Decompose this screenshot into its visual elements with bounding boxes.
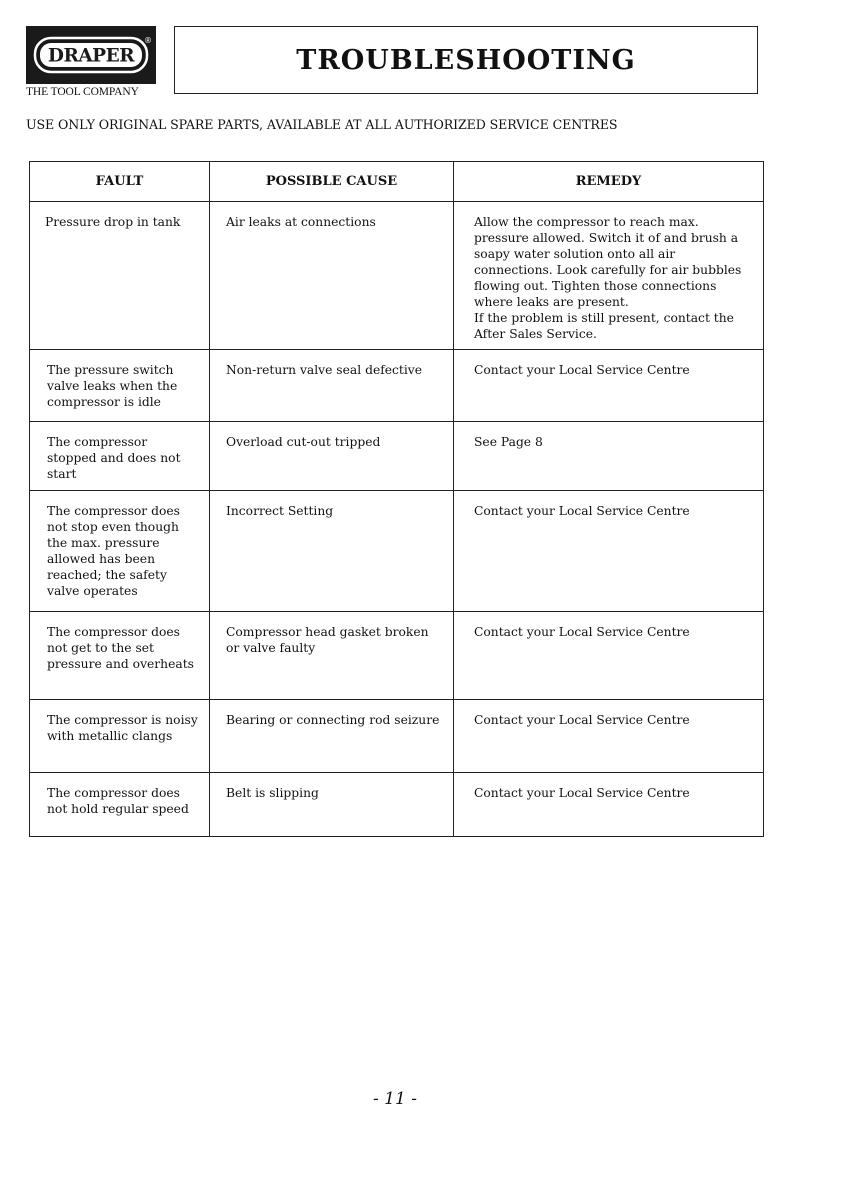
registered-mark: ® [144,36,152,45]
remedy-cell: Contact your Local Service Centre [454,491,764,612]
remedy-cell: Contact your Local Service Centre [454,700,764,773]
draper-logo [26,26,158,98]
logo-tagline: THE TOOL COMPANY [26,86,139,98]
cause-cell: Compressor head gasket broken or valve faulty [210,612,454,700]
fault-cell: The compressor does not get to the set pressure and overheats [30,612,210,700]
header-possible-cause: POSSIBLE CAUSE [210,162,454,202]
table-header-row [30,162,764,202]
remedy-cell: Allow the compressor to reach max. pressure allowed. Switch it of and brush a soapy water solution onto all air connections. Look carefully for air bubbles flowing out. Tighten those connections where leaks are present. If the problem is still present, contact the After Sales Service. [454,202,764,350]
fault-cell: The compressor does not hold regular speed [30,773,210,837]
header-remedy: REMEDY [454,162,764,202]
table-row [30,350,764,422]
table-row [30,202,764,350]
page-number: - 11 - [373,1089,417,1109]
remedy-cell: Contact your Local Service Centre [454,773,764,837]
remedy-cell: Contact your Local Service Centre [454,350,764,422]
header-fault: FAULT [30,162,210,202]
cause-cell: Incorrect Setting [210,491,454,612]
table-row [30,773,764,837]
fault-cell: The compressor does not stop even though the max. pressure allowed has been reached; the safety valve operates [30,491,210,612]
fault-cell: The compressor stopped and does not start [30,422,210,491]
spare-parts-notice: USE ONLY ORIGINAL SPARE PARTS, AVAILABLE AT ALL AUTHORIZED SERVICE CENTRES [26,117,618,132]
page-title: TROUBLESHOOTING [296,44,636,76]
remedy-cell: Contact your Local Service Centre [454,612,764,700]
cause-cell: Overload cut-out tripped [210,422,454,491]
title-box [174,26,758,94]
logo-text: DRAPER [47,45,135,67]
cause-cell: Air leaks at connections [210,202,454,350]
troubleshooting-table [29,161,764,837]
table-row [30,422,764,491]
table-row [30,700,764,773]
fault-cell: Pressure drop in tank [30,202,210,350]
logo-graphic [26,26,156,84]
table-row [30,612,764,700]
logo-badge [26,26,156,84]
fault-cell: The compressor is noisy with metallic clangs [30,700,210,773]
cause-cell: Belt is slipping [210,773,454,837]
cause-cell: Non-return valve seal defective [210,350,454,422]
cause-cell: Bearing or connecting rod seizure [210,700,454,773]
remedy-cell: See Page 8 [454,422,764,491]
fault-cell: The pressure switch valve leaks when the compressor is idle [30,350,210,422]
table-row [30,491,764,612]
